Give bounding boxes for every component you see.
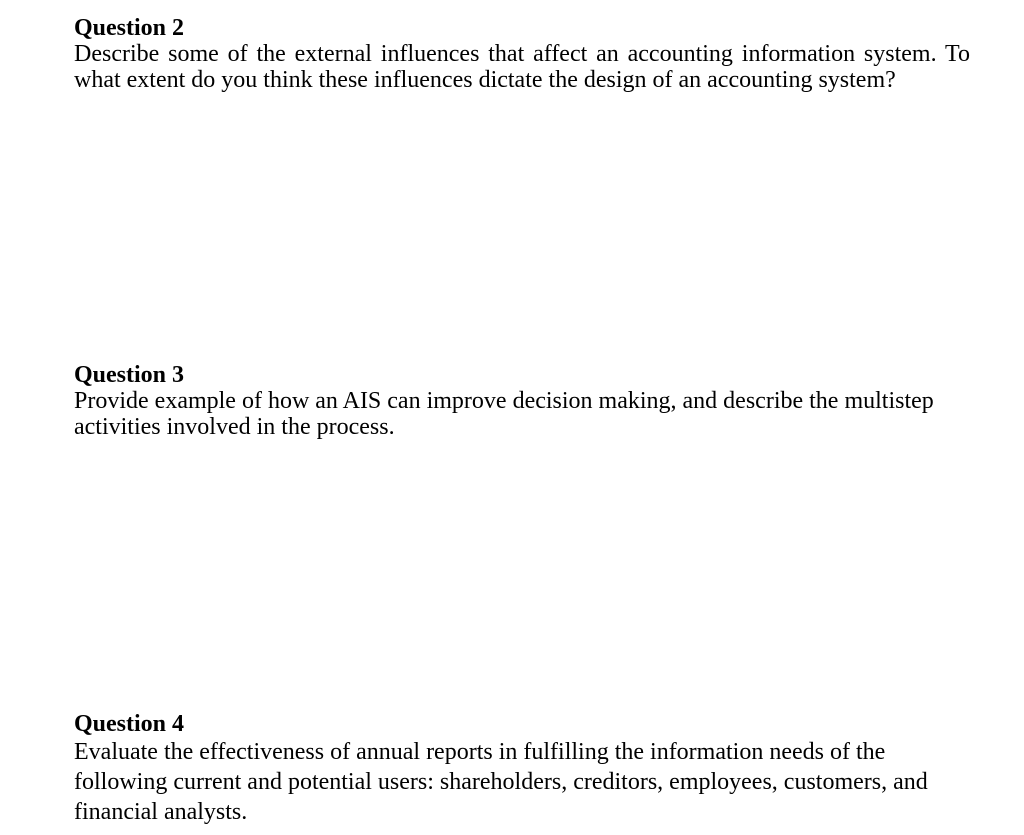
question-4-block	[74, 711, 970, 827]
question-4-text: Evaluate the effectiveness of annual reports in fulfilling the information needs of the following current and potential users: shareholders, creditors, employees, customers, and financial analysts.	[74, 739, 928, 825]
question-3-title: Question 3	[74, 362, 185, 388]
question-2-block	[74, 15, 970, 93]
question-3-text: Provide example of how an AIS can improve decision making, and describe the multistep activities involved in the process.	[74, 388, 934, 440]
question-2-text: Describe some of the external influences that affect an accounting information system. To what extent do you think these influences dictate the design of an accounting system?	[74, 41, 970, 93]
question-3-block	[74, 362, 970, 440]
question-4-title: Question 4	[74, 711, 185, 737]
question-2-title: Question 2	[74, 15, 185, 41]
